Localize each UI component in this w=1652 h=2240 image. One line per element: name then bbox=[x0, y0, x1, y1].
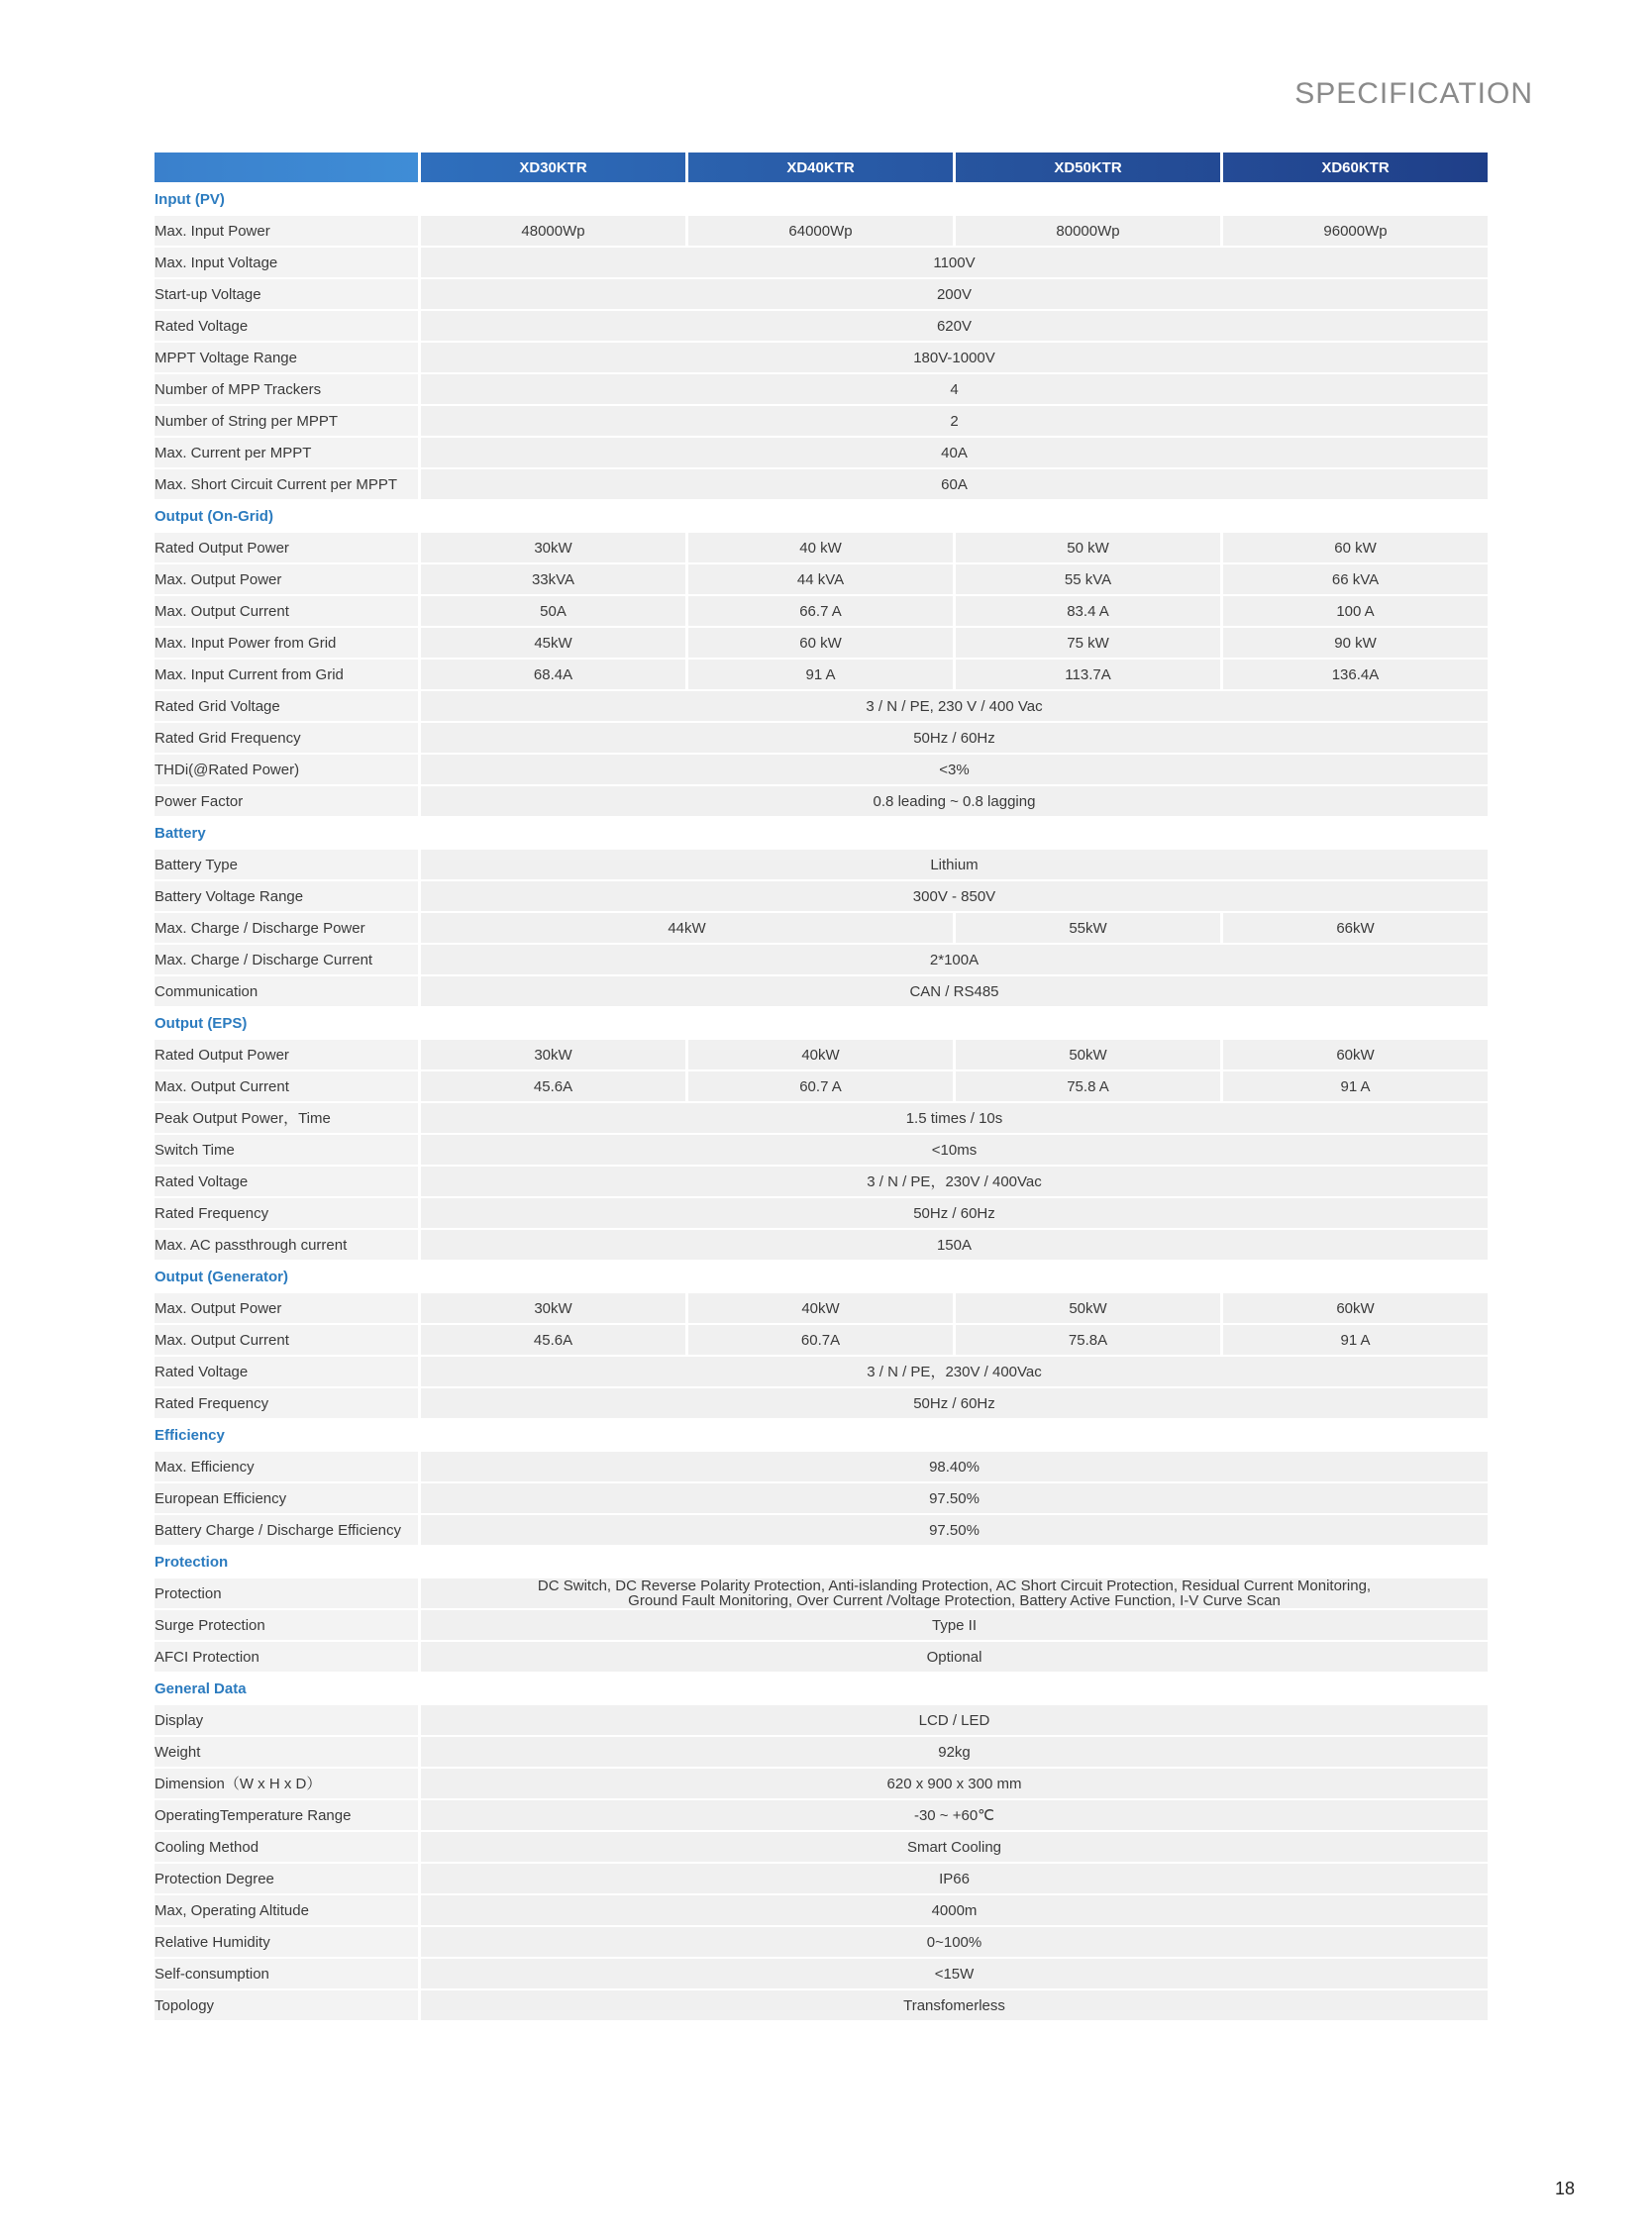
row-label: Max. Output Power bbox=[155, 1293, 418, 1323]
table-row bbox=[155, 1864, 1488, 1893]
row-value: 66.7 A bbox=[688, 596, 953, 626]
model-header-xd50ktr: XD50KTR bbox=[956, 153, 1220, 182]
table-row bbox=[155, 691, 1488, 721]
row-label: Weight bbox=[155, 1737, 418, 1767]
row-value: 60 kW bbox=[1223, 533, 1488, 562]
row-value: 50kW bbox=[956, 1293, 1220, 1323]
row-label: Communication bbox=[155, 976, 418, 1006]
section-header-row bbox=[155, 1674, 1488, 1703]
table-body bbox=[155, 184, 1488, 2020]
table-row bbox=[155, 1578, 1488, 1608]
table-row bbox=[155, 533, 1488, 562]
row-value: 0.8 leading ~ 0.8 lagging bbox=[421, 786, 1488, 816]
table-row bbox=[155, 976, 1488, 1006]
table-row bbox=[155, 596, 1488, 626]
row-value: 60.7 A bbox=[688, 1071, 953, 1101]
row-value: 50Hz / 60Hz bbox=[421, 1388, 1488, 1418]
page-title: SPECIFICATION bbox=[1294, 77, 1533, 110]
row-value: 60kW bbox=[1223, 1040, 1488, 1069]
row-value: 48000Wp bbox=[421, 216, 685, 246]
row-value: 4000m bbox=[421, 1895, 1488, 1925]
row-value: 1100V bbox=[421, 248, 1488, 277]
row-value: 50 kW bbox=[956, 533, 1220, 562]
row-label: Max. AC passthrough current bbox=[155, 1230, 418, 1260]
row-label: Max. Charge / Discharge Current bbox=[155, 945, 418, 974]
row-value: 2 bbox=[421, 406, 1488, 436]
table-row bbox=[155, 1198, 1488, 1228]
table-row bbox=[155, 755, 1488, 784]
section-title: Output (On-Grid) bbox=[155, 501, 1488, 531]
row-label: Max. Output Current bbox=[155, 1071, 418, 1101]
row-value: IP66 bbox=[421, 1864, 1488, 1893]
table-row bbox=[155, 1927, 1488, 1957]
row-value: 150A bbox=[421, 1230, 1488, 1260]
row-value: 91 A bbox=[1223, 1071, 1488, 1101]
row-value: 3 / N / PE，230V / 400Vac bbox=[421, 1167, 1488, 1196]
row-label: Rated Voltage bbox=[155, 1357, 418, 1386]
table-row bbox=[155, 1452, 1488, 1481]
row-value: 91 A bbox=[1223, 1325, 1488, 1355]
row-value: 75 kW bbox=[956, 628, 1220, 658]
row-value: 40kW bbox=[688, 1293, 953, 1323]
row-label: THDi(@Rated Power) bbox=[155, 755, 418, 784]
row-label: Relative Humidity bbox=[155, 1927, 418, 1957]
row-value: 96000Wp bbox=[1223, 216, 1488, 246]
row-label: Rated Voltage bbox=[155, 1167, 418, 1196]
table-row bbox=[155, 1071, 1488, 1101]
row-value: Lithium bbox=[421, 850, 1488, 879]
row-value: 92kg bbox=[421, 1737, 1488, 1767]
row-label: Max. Input Current from Grid bbox=[155, 660, 418, 689]
section-header-row bbox=[155, 818, 1488, 848]
row-value: 3 / N / PE, 230 V / 400 Vac bbox=[421, 691, 1488, 721]
row-label: Rated Grid Frequency bbox=[155, 723, 418, 753]
row-label: Protection Degree bbox=[155, 1864, 418, 1893]
table-row bbox=[155, 1103, 1488, 1133]
table-row bbox=[155, 660, 1488, 689]
row-value: 44kW bbox=[421, 913, 953, 943]
row-value: <3% bbox=[421, 755, 1488, 784]
row-label: Battery Charge / Discharge Efficiency bbox=[155, 1515, 418, 1545]
section-title: Output (Generator) bbox=[155, 1262, 1488, 1291]
table-row bbox=[155, 1769, 1488, 1798]
row-label: Max. Output Current bbox=[155, 1325, 418, 1355]
table-row bbox=[155, 1167, 1488, 1196]
row-value: 33kVA bbox=[421, 564, 685, 594]
row-value: 2*100A bbox=[421, 945, 1488, 974]
row-label: Rated Voltage bbox=[155, 311, 418, 341]
row-label: Max, Operating Altitude bbox=[155, 1895, 418, 1925]
row-value: 0~100% bbox=[421, 1927, 1488, 1957]
row-value: 50A bbox=[421, 596, 685, 626]
row-label: Max. Current per MPPT bbox=[155, 438, 418, 467]
page-number: 18 bbox=[1554, 2179, 1575, 2198]
row-value: 3 / N / PE，230V / 400Vac bbox=[421, 1357, 1488, 1386]
specification-table bbox=[152, 151, 1491, 2022]
section-header-row bbox=[155, 184, 1488, 214]
table-row bbox=[155, 1357, 1488, 1386]
section-header-row bbox=[155, 1420, 1488, 1450]
table-row bbox=[155, 1800, 1488, 1830]
table-row bbox=[155, 1483, 1488, 1513]
table-row bbox=[155, 248, 1488, 277]
row-label: AFCI Protection bbox=[155, 1642, 418, 1672]
row-value: 68.4A bbox=[421, 660, 685, 689]
row-value: 50kW bbox=[956, 1040, 1220, 1069]
row-value: 45kW bbox=[421, 628, 685, 658]
row-value: Optional bbox=[421, 1642, 1488, 1672]
row-value: 91 A bbox=[688, 660, 953, 689]
row-label: Dimension（W x H x D） bbox=[155, 1769, 418, 1798]
row-label: Max. Charge / Discharge Power bbox=[155, 913, 418, 943]
row-value: 90 kW bbox=[1223, 628, 1488, 658]
table-row bbox=[155, 1990, 1488, 2020]
row-label: Power Factor bbox=[155, 786, 418, 816]
table-row bbox=[155, 406, 1488, 436]
table-row bbox=[155, 1325, 1488, 1355]
section-header-row bbox=[155, 1008, 1488, 1038]
table-row bbox=[155, 1135, 1488, 1165]
row-label: Rated Frequency bbox=[155, 1198, 418, 1228]
row-value: 40kW bbox=[688, 1040, 953, 1069]
row-value: 64000Wp bbox=[688, 216, 953, 246]
table-header-row bbox=[155, 153, 1488, 182]
row-value: 60.7A bbox=[688, 1325, 953, 1355]
row-label: Max. Output Power bbox=[155, 564, 418, 594]
row-label: OperatingTemperature Range bbox=[155, 1800, 418, 1830]
row-value: 50Hz / 60Hz bbox=[421, 1198, 1488, 1228]
row-value: 180V-1000V bbox=[421, 343, 1488, 372]
row-label: Cooling Method bbox=[155, 1832, 418, 1862]
table-row bbox=[155, 374, 1488, 404]
table-row bbox=[155, 1959, 1488, 1988]
row-value: 50Hz / 60Hz bbox=[421, 723, 1488, 753]
model-header-xd40ktr: XD40KTR bbox=[688, 153, 953, 182]
row-label: Protection bbox=[155, 1578, 418, 1608]
row-value: 30kW bbox=[421, 1040, 685, 1069]
row-label: Max. Input Power from Grid bbox=[155, 628, 418, 658]
row-label: Max. Input Voltage bbox=[155, 248, 418, 277]
table-row bbox=[155, 881, 1488, 911]
table-row bbox=[155, 1610, 1488, 1640]
row-value: 30kW bbox=[421, 533, 685, 562]
row-label: Peak Output Power，Time bbox=[155, 1103, 418, 1133]
section-title: Protection bbox=[155, 1547, 1488, 1577]
row-label: Rated Grid Voltage bbox=[155, 691, 418, 721]
row-value: 45.6A bbox=[421, 1071, 685, 1101]
table-row bbox=[155, 786, 1488, 816]
row-value: 75.8 A bbox=[956, 1071, 1220, 1101]
table-row bbox=[155, 1642, 1488, 1672]
row-label: Self-consumption bbox=[155, 1959, 418, 1988]
table-row bbox=[155, 438, 1488, 467]
row-value: 83.4 A bbox=[956, 596, 1220, 626]
row-label: Topology bbox=[155, 1990, 418, 2020]
model-header-xd30ktr: XD30KTR bbox=[421, 153, 685, 182]
row-label: Rated Output Power bbox=[155, 533, 418, 562]
model-header-xd60ktr: XD60KTR bbox=[1223, 153, 1488, 182]
row-value: -30 ~ +60℃ bbox=[421, 1800, 1488, 1830]
section-title: Output (EPS) bbox=[155, 1008, 1488, 1038]
section-header-row bbox=[155, 1262, 1488, 1291]
row-value: 60A bbox=[421, 469, 1488, 499]
section-title: General Data bbox=[155, 1674, 1488, 1703]
table-row bbox=[155, 216, 1488, 246]
row-label: Max. Short Circuit Current per MPPT bbox=[155, 469, 418, 499]
row-value: Smart Cooling bbox=[421, 1832, 1488, 1862]
table-row bbox=[155, 945, 1488, 974]
row-label: Max. Input Power bbox=[155, 216, 418, 246]
row-value: 55kW bbox=[956, 913, 1220, 943]
table-row bbox=[155, 1230, 1488, 1260]
row-value: 136.4A bbox=[1223, 660, 1488, 689]
section-header-row bbox=[155, 501, 1488, 531]
row-label: Rated Output Power bbox=[155, 1040, 418, 1069]
row-value: 45.6A bbox=[421, 1325, 685, 1355]
row-value: Transfomerless bbox=[421, 1990, 1488, 2020]
row-label: Switch Time bbox=[155, 1135, 418, 1165]
table-row bbox=[155, 628, 1488, 658]
table-row bbox=[155, 343, 1488, 372]
row-value: 97.50% bbox=[421, 1483, 1488, 1513]
row-label: Max. Output Current bbox=[155, 596, 418, 626]
table-row bbox=[155, 1040, 1488, 1069]
row-value: Type II bbox=[421, 1610, 1488, 1640]
row-value: <10ms bbox=[421, 1135, 1488, 1165]
row-label: Start-up Voltage bbox=[155, 279, 418, 309]
table-row bbox=[155, 279, 1488, 309]
table-row bbox=[155, 723, 1488, 753]
table-row bbox=[155, 850, 1488, 879]
row-value: 30kW bbox=[421, 1293, 685, 1323]
section-title: Input (PV) bbox=[155, 184, 1488, 214]
table-row bbox=[155, 1388, 1488, 1418]
table-row bbox=[155, 1705, 1488, 1735]
table-row bbox=[155, 1293, 1488, 1323]
row-value: 55 kVA bbox=[956, 564, 1220, 594]
row-label: Battery Type bbox=[155, 850, 418, 879]
table-row bbox=[155, 1832, 1488, 1862]
row-label: Surge Protection bbox=[155, 1610, 418, 1640]
row-label: Rated Frequency bbox=[155, 1388, 418, 1418]
row-value: CAN / RS485 bbox=[421, 976, 1488, 1006]
table-row bbox=[155, 311, 1488, 341]
table-row bbox=[155, 1895, 1488, 1925]
row-label: European Efficiency bbox=[155, 1483, 418, 1513]
table-row bbox=[155, 564, 1488, 594]
table-row bbox=[155, 469, 1488, 499]
row-value: 113.7A bbox=[956, 660, 1220, 689]
row-value: 75.8A bbox=[956, 1325, 1220, 1355]
row-label: Display bbox=[155, 1705, 418, 1735]
table-row bbox=[155, 913, 1488, 943]
row-label: Number of String per MPPT bbox=[155, 406, 418, 436]
section-header-row bbox=[155, 1547, 1488, 1577]
row-label: Battery Voltage Range bbox=[155, 881, 418, 911]
section-title: Battery bbox=[155, 818, 1488, 848]
row-value: 1.5 times / 10s bbox=[421, 1103, 1488, 1133]
row-value: 4 bbox=[421, 374, 1488, 404]
row-value: 300V - 850V bbox=[421, 881, 1488, 911]
section-title: Efficiency bbox=[155, 1420, 1488, 1450]
row-value: 60kW bbox=[1223, 1293, 1488, 1323]
header-corner-cell bbox=[155, 153, 418, 182]
row-label: MPPT Voltage Range bbox=[155, 343, 418, 372]
row-value: 97.50% bbox=[421, 1515, 1488, 1545]
row-label: Max. Efficiency bbox=[155, 1452, 418, 1481]
row-value: 40A bbox=[421, 438, 1488, 467]
row-value: DC Switch, DC Reverse Polarity Protection, Anti-islanding Protection, AC Short Circuit Protection, Residual Current Monitoring, Ground Fault Monitoring, Over Current /Voltage Protection, Battery Active Function, I-V Curve Scan bbox=[421, 1578, 1488, 1608]
row-value: LCD / LED bbox=[421, 1705, 1488, 1735]
row-value: <15W bbox=[421, 1959, 1488, 1988]
row-value: 200V bbox=[421, 279, 1488, 309]
row-value: 98.40% bbox=[421, 1452, 1488, 1481]
table-row bbox=[155, 1737, 1488, 1767]
row-value: 60 kW bbox=[688, 628, 953, 658]
row-value: 66kW bbox=[1223, 913, 1488, 943]
table-row bbox=[155, 1515, 1488, 1545]
row-value: 100 A bbox=[1223, 596, 1488, 626]
row-value: 66 kVA bbox=[1223, 564, 1488, 594]
row-label: Number of MPP Trackers bbox=[155, 374, 418, 404]
row-value: 80000Wp bbox=[956, 216, 1220, 246]
row-value: 620 x 900 x 300 mm bbox=[421, 1769, 1488, 1798]
row-value: 44 kVA bbox=[688, 564, 953, 594]
row-value: 620V bbox=[421, 311, 1488, 341]
row-value: 40 kW bbox=[688, 533, 953, 562]
